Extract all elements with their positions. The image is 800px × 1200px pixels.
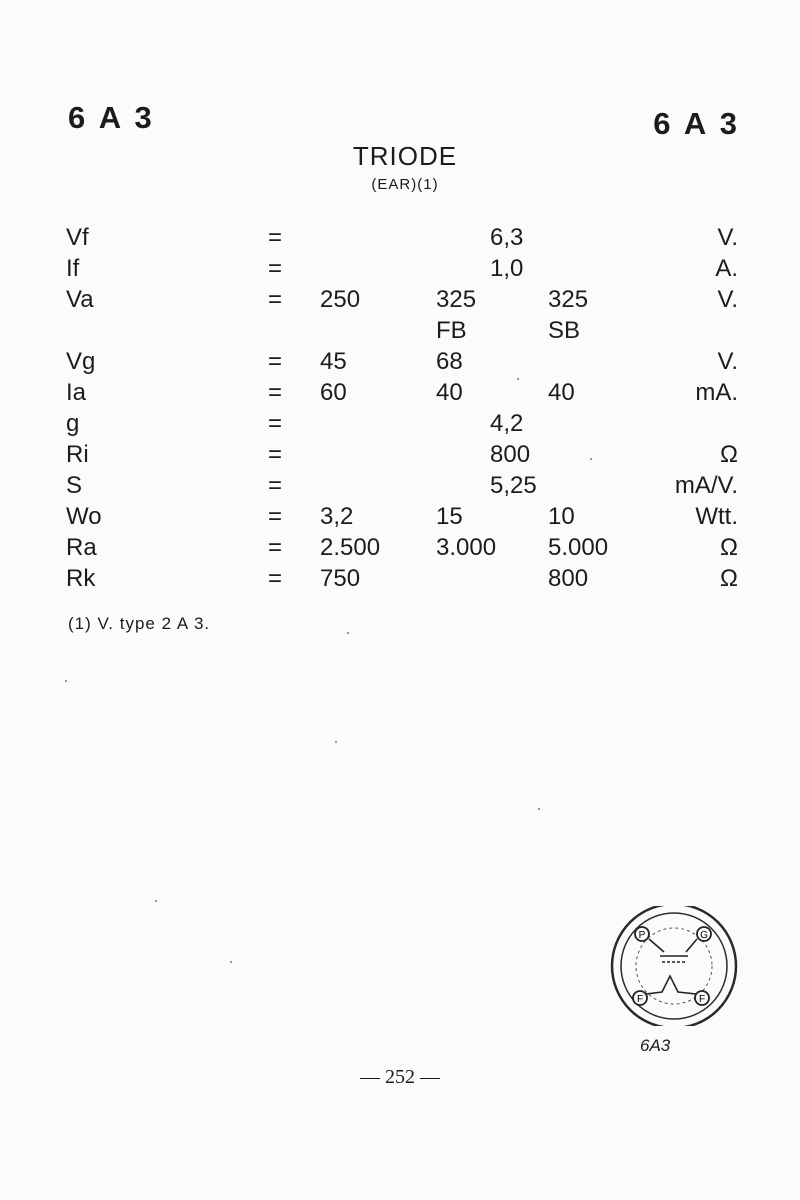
spec-unit: Ω <box>720 565 738 592</box>
paper-speck <box>517 378 519 380</box>
spec-row <box>0 317 800 348</box>
paper-speck <box>65 680 67 682</box>
spec-equals: = <box>268 441 283 468</box>
spec-value-2: 40 <box>436 379 463 406</box>
spec-row <box>0 255 800 286</box>
pin-grid <box>697 927 711 941</box>
footnote: (1) V. type 2 A 3. <box>68 614 211 633</box>
spec-value-1: 45 <box>320 348 347 375</box>
spec-row <box>0 503 800 534</box>
tube-name-left: 6 A 3 <box>68 100 155 135</box>
page-number: — 252 — <box>360 1066 440 1088</box>
spec-value-3: 800 <box>548 565 589 592</box>
spec-value-1: 750 <box>320 565 361 592</box>
spec-value-common: 4,2 <box>490 410 524 437</box>
spec-value-2: 68 <box>436 348 463 375</box>
spec-equals: = <box>268 410 283 437</box>
spec-value-3: SB <box>548 317 581 344</box>
spec-value-common: 5,25 <box>490 472 537 499</box>
spec-row <box>0 224 800 255</box>
spec-value-1: 2.500 <box>320 534 381 561</box>
spec-equals: = <box>268 472 283 499</box>
spec-equals: = <box>268 379 283 406</box>
spec-value-2: 3.000 <box>436 534 497 561</box>
spec-symbol: S <box>66 472 83 499</box>
spec-value-common: 1,0 <box>490 255 524 282</box>
spec-symbol: Ra <box>66 534 97 561</box>
spec-equals: = <box>268 255 283 282</box>
spec-row <box>0 565 800 596</box>
spec-row <box>0 410 800 441</box>
spec-row <box>0 286 800 317</box>
paper-speck <box>335 741 337 743</box>
svg-text:P: P <box>638 930 646 941</box>
spec-unit: mA. <box>695 379 738 406</box>
spec-equals: = <box>268 348 283 375</box>
spec-unit: mA/V. <box>674 472 738 499</box>
spec-unit: Ω <box>720 441 738 468</box>
spec-value-1: 250 <box>320 286 361 313</box>
tube-electrodes-icon <box>646 939 697 994</box>
spec-symbol: Wo <box>66 503 102 530</box>
svg-text:G: G <box>700 930 708 941</box>
tube-base-diagram <box>604 906 744 1026</box>
spec-row <box>0 472 800 503</box>
svg-text:F: F <box>636 994 644 1005</box>
spec-symbol: Ri <box>66 441 89 468</box>
pin-filament-2 <box>695 991 709 1005</box>
paper-speck <box>155 900 157 902</box>
spec-row <box>0 379 800 410</box>
pin-plate <box>635 927 649 941</box>
tube-name-right: 6 A 3 <box>653 106 740 141</box>
spec-value-3: 10 <box>548 503 575 530</box>
spec-row <box>0 441 800 472</box>
spec-value-common: 6,3 <box>490 224 524 251</box>
paper-speck <box>538 808 540 810</box>
spec-symbol: Ia <box>66 379 87 406</box>
spec-row <box>0 534 800 565</box>
spec-unit: V. <box>717 348 738 375</box>
spec-equals: = <box>268 503 283 530</box>
spec-value-1: 60 <box>320 379 347 406</box>
spec-unit: V. <box>717 286 738 313</box>
svg-text:F: F <box>698 994 706 1005</box>
spec-symbol: g <box>66 410 80 437</box>
spec-value-3: 40 <box>548 379 575 406</box>
spec-unit: A. <box>715 255 738 282</box>
spec-equals: = <box>268 534 283 561</box>
page-subtitle: (EAR)(1) <box>371 176 439 193</box>
spec-symbol: If <box>66 255 80 282</box>
paper-speck <box>347 632 349 634</box>
spec-value-3: 325 <box>548 286 589 313</box>
page-title: TRIODE <box>352 141 458 171</box>
spec-value-1: 3,2 <box>320 503 354 530</box>
spec-equals: = <box>268 224 283 251</box>
spec-value-common: 800 <box>490 441 531 468</box>
diagram-label: 6A3 <box>640 1036 671 1055</box>
spec-value-2: 325 <box>436 286 477 313</box>
spec-value-3: 5.000 <box>548 534 609 561</box>
pin-filament-1 <box>633 991 647 1005</box>
specs-table <box>0 224 800 596</box>
spec-symbol: Rk <box>66 565 96 592</box>
spec-equals: = <box>268 565 283 592</box>
spec-symbol: Vf <box>66 224 89 251</box>
spec-symbol: Vg <box>66 348 96 375</box>
spec-equals: = <box>268 286 283 313</box>
spec-unit: V. <box>717 224 738 251</box>
spec-row <box>0 348 800 379</box>
paper-speck <box>590 458 592 460</box>
spec-unit: Wtt. <box>695 503 738 530</box>
spec-symbol: Va <box>66 286 94 313</box>
spec-value-2: FB <box>436 317 467 344</box>
spec-unit: Ω <box>720 534 738 561</box>
paper-speck <box>230 961 232 963</box>
spec-value-2: 15 <box>436 503 463 530</box>
